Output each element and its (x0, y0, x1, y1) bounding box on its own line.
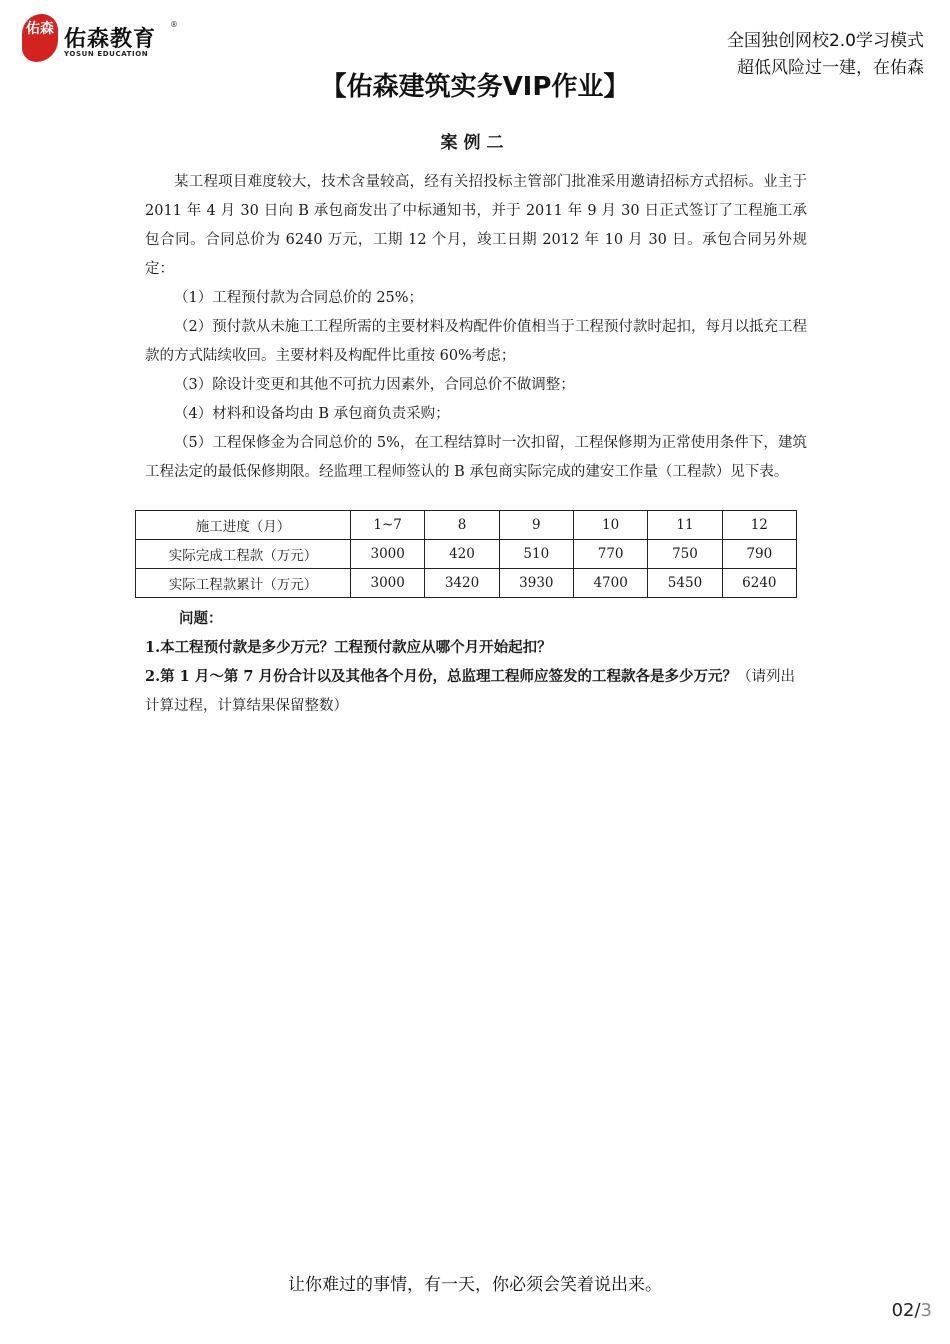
case-clause-5: （5）工程保修金为合同总价的 5%，在工程结算时一次扣留，工程保修期为正常使用条件下，建筑工程法定的最低保修期限。经监理工程师签认的 B 承包商实际完成的建安工作量（工程款）见下表。 (145, 435, 807, 480)
table-month-cell: 10 (573, 511, 647, 540)
table-cell: 3000 (351, 540, 425, 569)
table-cell: 510 (499, 540, 573, 569)
table-cell: 3930 (499, 569, 573, 598)
question-2-note: （请列出计算过程，计算结果保留整数） (145, 669, 796, 714)
table-month-cell: 11 (648, 511, 722, 540)
case-body (145, 168, 807, 487)
questions-section (145, 604, 809, 721)
questions-label: 问题： (179, 610, 223, 627)
table-row-label: 实际工程款累计（万元） (136, 569, 351, 598)
footer-quote: 让你难过的事情，有一天，你必须会笑着说出来。 (288, 1275, 662, 1295)
table-cell: 5450 (648, 569, 722, 598)
case-clause-4: （4）材料和设备均由 B 承包商负责采购； (174, 406, 450, 422)
question-2-block (145, 662, 809, 721)
table-month-cell: 12 (722, 511, 796, 540)
table-header-row (136, 511, 797, 540)
case-title: 案例二 (440, 133, 510, 153)
table-cell: 3420 (425, 569, 499, 598)
table-cell: 6240 (722, 569, 796, 598)
page-current: 02/ (891, 1300, 921, 1321)
table-row (136, 540, 797, 569)
case-clause-1: （1）工程预付款为合同总价的 25%； (174, 290, 424, 306)
table-cell: 770 (573, 540, 647, 569)
table-row (136, 569, 797, 598)
table-cell: 4700 (573, 569, 647, 598)
brand-name: 佑森教育 (64, 27, 157, 52)
progress-payment-table (135, 510, 797, 598)
table-cell: 420 (425, 540, 499, 569)
table-cell: 750 (648, 540, 722, 569)
case-paragraph-intro: 某工程项目难度较大，技术含量较高，经有关招投标主管部门批准采用邀请招标方式招标。业主于 2011 年 4 月 30 日向 B 承包商发出了中标通知书，并于 2011 年 9 月 30 日正式签订了工程施工承包合同。合同总价为 6240 万元，工期 12 个月，竣工日期 2012 年 10 月 30 日。承包合同另外规定： (145, 174, 807, 277)
table-row-label: 实际完成工程款（万元） (136, 540, 351, 569)
slogan-line-2: 超低风险过一建，在佑森 (737, 58, 924, 78)
table-month-cell: 8 (425, 511, 499, 540)
table-cell: 3000 (351, 569, 425, 598)
table-month-cell: 9 (499, 511, 573, 540)
case-clause-2: （2）预付款从未施工工程所需的主要材料及构配件价值相当于工程预付款时起扣，每月以抵充工程款的方式陆续收回。主要材料及构配件比重按 60%考虑； (145, 319, 807, 364)
table-month-cell: 1~7 (351, 511, 425, 540)
page-number (892, 1300, 932, 1321)
registered-mark: ® (170, 20, 178, 29)
logo-seal: 佑森 (22, 14, 58, 62)
table-header-label: 施工进度（月） (136, 511, 351, 540)
slogan-line-1: 全国独创网校2.0学习模式 (726, 31, 924, 51)
brand-english-name: YOSUN EDUCATION (64, 50, 149, 58)
page-total: 3 (920, 1300, 932, 1321)
page-title: 【佑森建筑实务VIP作业】 (320, 72, 630, 102)
question-2: 2.第 1 月～第 7 月份合计以及其他各个月份，总监理工程师应签发的工程款各是多少万元？ (145, 668, 738, 685)
question-1: 1.本工程预付款是多少万元？工程预付款应从哪个月开始起扣？ (145, 639, 552, 656)
case-clause-3: （3）除设计变更和其他不可抗力因素外，合同总价不做调整； (174, 377, 575, 393)
brand-logo (22, 14, 178, 64)
table-cell: 790 (722, 540, 796, 569)
